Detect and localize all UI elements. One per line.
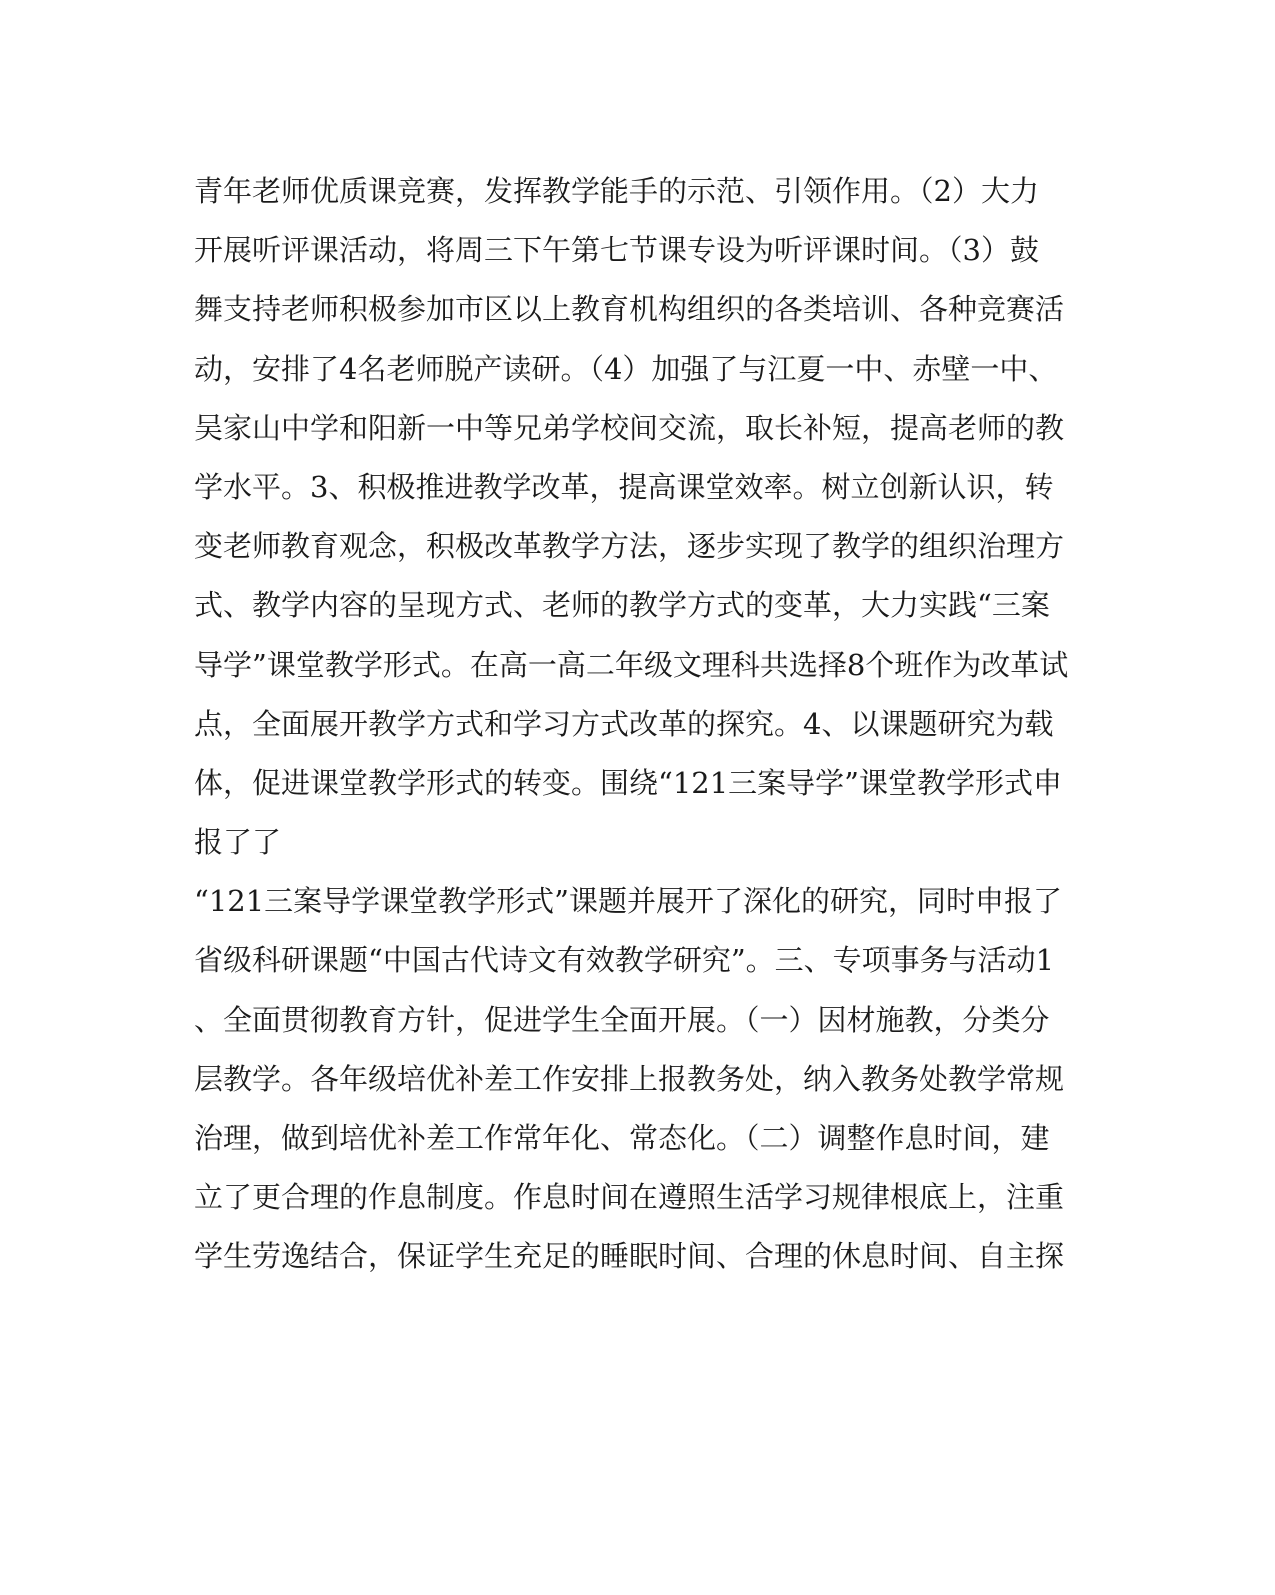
text-line-19: 学生劳逸结合，保证学生充足的睡眠时间、合理的休息时间、自主探 [194, 1239, 1065, 1274]
text-line-3: 舞支持老师积极参加市区以上教育机构组织的各类培训、各种竞赛活 [194, 292, 1065, 327]
body-text [194, 162, 1094, 1287]
text-line-17: 治理，做到培优补差工作常年化、常态化。（二）调整作息时间，建 [194, 1121, 1050, 1155]
text-line-13: “121三案导学课堂教学形式”课题并展开了深化的研究，同时申报了 [194, 884, 1063, 919]
text-line-11: 体，促进课堂教学形式的转变。围绕“121三案导学”课堂教学形式申 [194, 765, 1063, 800]
text-line-1: 青年老师优质课竞赛，发挥教学能手的示范、引领作用。（2）大力 [194, 174, 1039, 208]
text-line-2: 开展听评课活动，将周三下午第七节课专设为听评课时间。（3）鼓 [194, 233, 1039, 268]
text-line-14: 省级科研课题“中国古代诗文有效教学研究”。三、专项事务与活动1 [194, 943, 1055, 978]
text-line-8: 式、教学内容的呈现方式、老师的教学方式的变革，大力实践“三案 [194, 588, 1050, 623]
text-line-9: 导学”课堂教学形式。在高一高二年级文理科共选择8个班作为改革试 [194, 647, 1069, 682]
text-line-5: 吴家山中学和阳新一中等兄弟学校间交流，取长补短，提高老师的教 [194, 410, 1065, 445]
text-line-7: 变老师教育观念，积极改革教学方法，逐步实现了教学的组织治理方 [194, 529, 1065, 564]
text-line-15: 、全面贯彻教育方针，促进学生全面开展。（一）因材施教，分类分 [194, 1002, 1050, 1037]
text-line-6: 学水平。3、积极推进教学改革，提高课堂效率。树立创新认识，转 [194, 469, 1054, 504]
text-line-16: 层教学。各年级培优补差工作安排上报教务处，纳入教务处教学常规 [194, 1061, 1065, 1096]
text-line-4: 动，安排了4名老师脱产读研。（4）加强了与江夏一中、赤壁一中、 [194, 351, 1058, 386]
text-line-10: 点，全面展开教学方式和学习方式改革的探究。4、以课题研究为载 [194, 706, 1054, 741]
text-line-12: 报了了 [194, 825, 282, 860]
text-line-18: 立了更合理的作息制度。作息时间在遵照生活学习规律根底上，注重 [194, 1180, 1065, 1215]
